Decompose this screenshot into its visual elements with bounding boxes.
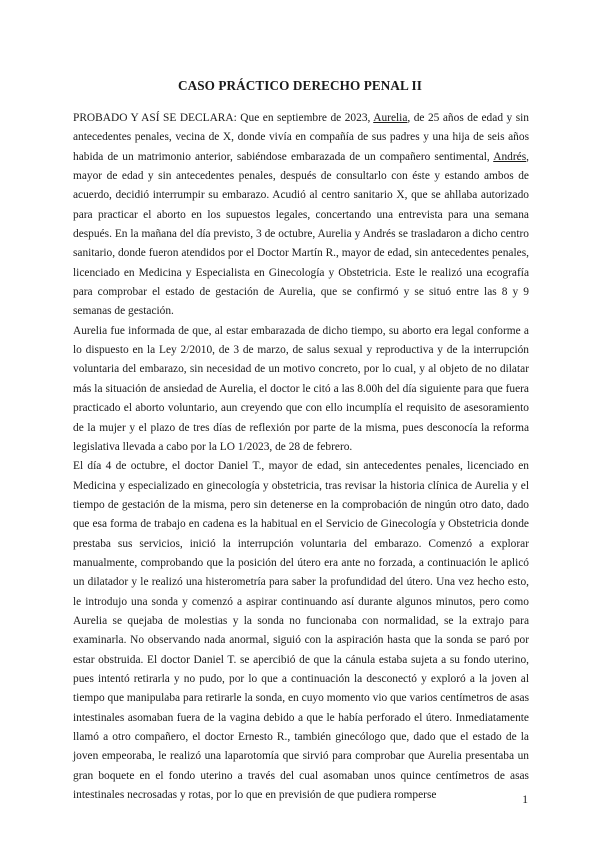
paragraph-text: PROBADO Y ASÍ SE DECLARA: Que en septiembre de 2023, <box>73 112 374 124</box>
paragraph-text: Aurelia fue informada de que, al estar embarazada de dicho tiempo, su aborto era legal conforme a lo dispuesto en la Ley 2/2010, de 3 de marzo, de salus sexual y reproductiva y de la interrupción voluntaria del embarazo, sin necesidad de un motivo concreto, por lo cual, y al objeto de no dilatar más la situación de ansiedad de Aurelia, el doctor le citó a las 8.00h del día siguiente para que fuera practicado el aborto voluntario, aun creyendo que con ello incumplía el requisito de asesoramiento de la mujer y el plazo de tres días de reflexión por parte de la misma, pues desconocía la reforma legislativa llevada a cabo por la LO 1/2023, de 28 de febrero. <box>73 324 529 453</box>
paragraph-text: El día 4 de octubre, el doctor Daniel T., mayor de edad, sin antecedentes penales, licenciado en Medicina y especializado en ginecología y obstetricia, tras revisar la historia clínica de Aurelia y el tiempo de gestación de la misma, pero sin detenerse en la comprobación de ningún otro dato, dado que esa forma de trabajo en cadena es la habitual en el Servicio de Ginecología y Obstetricia donde prestaba sus servicios, inició la interrupción voluntaria del embarazo. Comenzó a explorar manualmente, comprobando que la posición del útero era ante no forzada, a continuación le aplicó un dilatador y le realizó una histerometría para saber la profundidad del útero. Una vez hecho esto, le introdujo una sonda y comenzó a aspirar continuando así durante algunos minutos, pero como Aurelia se quejaba de molestias y la sonda no funcionaba con normalidad, se la extrajo para examinarla. No observando nada anormal, siguió con la aspiración hasta que la sonda se paró por estar obstruida. El doctor Daniel T. se apercibió de que la cánula estaba sujeta a su fondo uterino, pues intentó retirarla y no pudo, por lo que a continuación la desconectó y exploró a la joven al tiempo que manipulaba para retirarle la sonda, en cuyo momento vio que varios centímetros de asas intestinales asomaban fuera de la vagina debido a que le había perforado el útero. Inmediatamente llamó a otro compañero, el doctor Ernesto R., también ginecólogo que, dado que el estado de la joven empeoraba, le realizó una laparotomía que sirvió para comprobar que Aurelia presentaba un gran boquete en el fondo uterino a través del cual asomaban unos quince centímetros de asas intestinales necrosadas y rotas, por lo que en previsión de que pudiera romperse <box>73 460 529 802</box>
paragraph <box>73 322 529 457</box>
underlined-name: Andrés <box>493 150 527 163</box>
paragraph-text: , mayor de edad y sin antecedentes penales, después de consultarlo con éste y estando ambos de acuerdo, decidió interrumpir su embarazo. Acudió al centro sanitario X, que se ahllaba autorizado para practicar el aborto en los supuestos legales, concertando una entrevista para una semana después. En la mañana del día previsto, 3 de octubre, Aurelia y Andrés se trasladaron a dicho centro sanitario, donde fueron atendidos por el Doctor Martín R., mayor de edad, sin antecedentes penales, licenciado en Medicina y Especialista en Ginecología y Obstetricia. Este le realizó una ecografía para comprobar el estado de gestación de Aurelia, que se confirmó y se situó entre las 8 y 9 semanas de gestación. <box>73 150 529 318</box>
document-body <box>73 109 529 805</box>
page-number: 1 <box>522 794 528 806</box>
underlined-name: Aurelia <box>373 112 408 124</box>
paragraph <box>73 457 529 805</box>
document-title: CASO PRÁCTICO DERECHO PENAL II <box>177 78 423 93</box>
paragraph-text: , de 25 años de edad y sin antecedentes penales, vecina de X, donde vivía en compañía de sus padres y una hija de seis años habida de un matrimonio anterior, sabiéndose embarazada de un compañero sentimental, <box>73 112 529 163</box>
paragraph <box>73 109 529 322</box>
